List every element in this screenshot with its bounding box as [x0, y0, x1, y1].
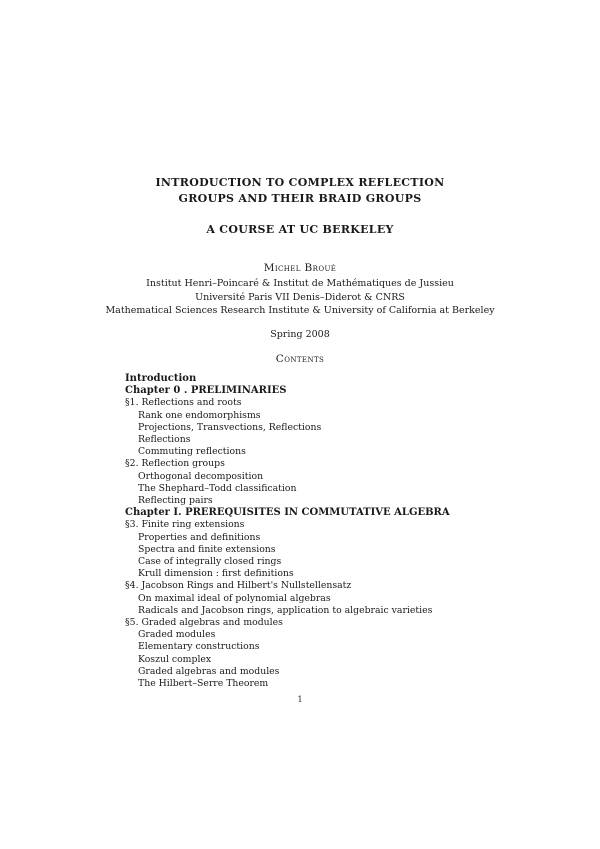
toc-sub: Reflections: [138, 434, 191, 446]
toc-sub: Graded algebras and modules: [138, 665, 280, 677]
affiliation-1: Institut Henri–Poincaré & Institut de Mathématiques de Jussieu: [146, 278, 454, 289]
toc-section: §5. Graded algebras and modules: [125, 617, 283, 629]
toc-sub: Properties and definitions: [138, 531, 261, 543]
toc-sub: Orthogonal decomposition: [138, 470, 264, 482]
toc-sub: Graded modules: [138, 629, 216, 641]
toc-sub: Projections, Transvections, Reflections: [138, 421, 322, 433]
toc-sub: Commuting reflections: [138, 446, 246, 458]
toc-sub: On maximal ideal of polynomial algebras: [138, 592, 331, 604]
toc-sub: The Hilbert–Serre Theorem: [138, 678, 269, 690]
subtitle: A COURSE AT UC BERKELEY: [206, 223, 394, 236]
toc-chapter: Introduction: [125, 373, 197, 384]
title-line-1: INTRODUCTION TO COMPLEX REFLECTION: [155, 176, 445, 189]
affiliation-3: Mathematical Sciences Research Institute & University of California at Berkeley: [105, 305, 495, 316]
toc-sub: Radicals and Jacobson rings, application to algebraic varieties: [138, 604, 433, 616]
toc-section: §1. Reflections and roots: [125, 397, 242, 409]
toc-section: §3. Finite ring extensions: [125, 519, 245, 531]
title-line-2: GROUPS AND THEIR BRAID GROUPS: [178, 192, 422, 205]
page-number: 1: [297, 695, 303, 704]
toc-chapter: Chapter I. PREREQUISITES IN COMMUTATIVE ALGEBRA: [125, 507, 450, 519]
toc-sub: Elementary constructions: [138, 641, 260, 653]
toc-chapter: Chapter 0 . PRELIMINARIES: [125, 385, 287, 397]
date: Spring 2008: [270, 329, 330, 340]
author: Michel Broué: [263, 262, 337, 274]
table-of-contents: [125, 373, 485, 690]
toc-section: §2. Reflection groups: [125, 458, 225, 470]
toc-sub: Rank one endomorphisms: [138, 409, 261, 421]
toc-sub: Krull dimension : first definitions: [138, 568, 294, 580]
toc-section: §4. Jacobson Rings and Hilbert's Nullstellensatz: [125, 580, 352, 592]
toc-sub: Case of integrally closed rings: [138, 556, 282, 568]
affiliation-2: Université Paris VII Denis–Diderot & CNRS: [195, 292, 405, 303]
toc-sub: The Shephard–Todd classification: [138, 482, 297, 494]
toc-sub: Spectra and finite extensions: [138, 543, 276, 555]
toc-sub: Reflecting pairs: [138, 495, 213, 507]
toc-sub: Koszul complex: [138, 653, 212, 665]
contents-heading: Contents: [275, 353, 325, 365]
